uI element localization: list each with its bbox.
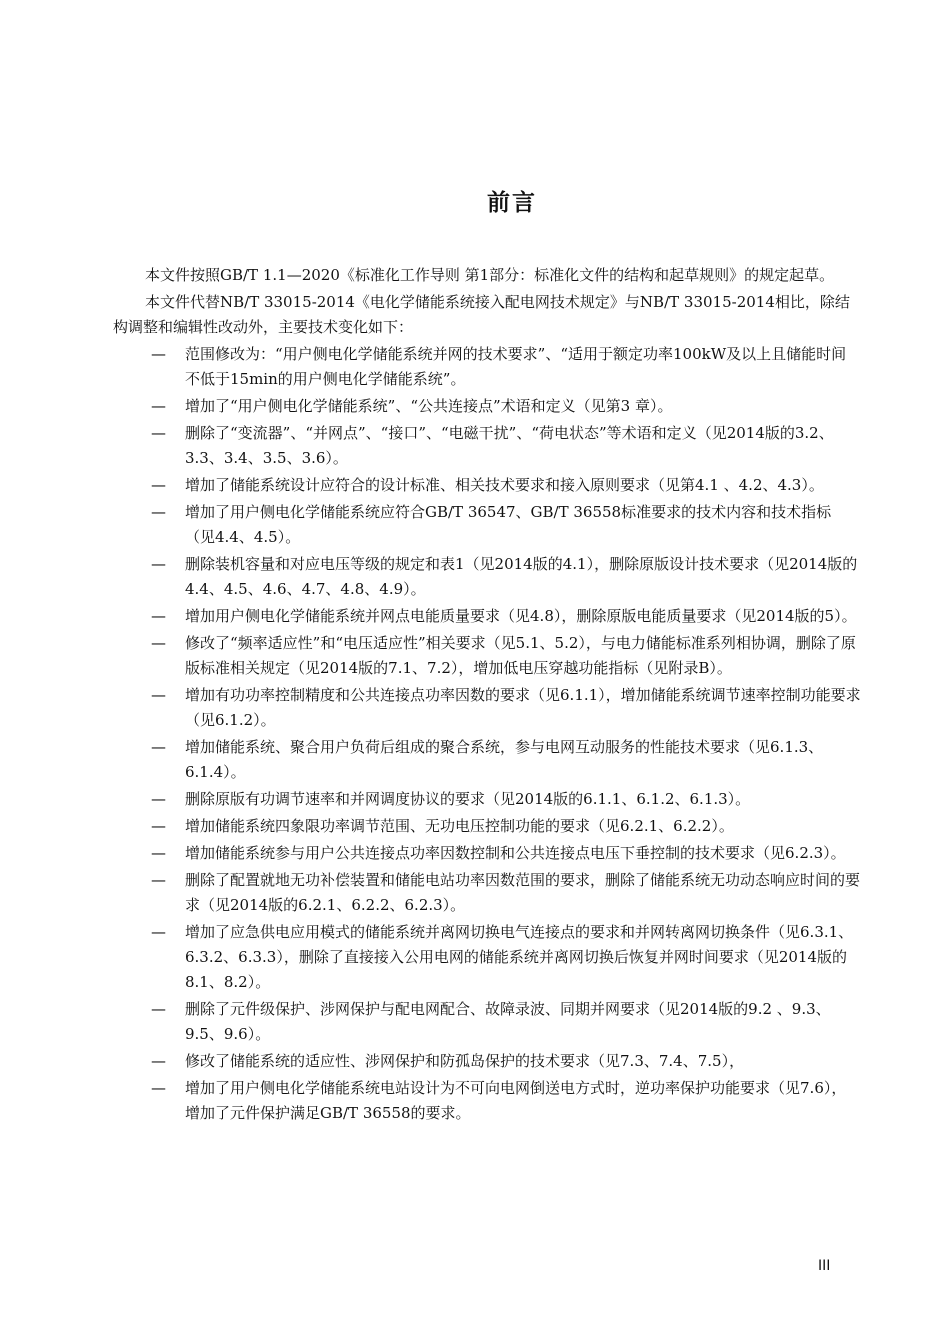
list-item [113, 920, 861, 995]
list-item [113, 1076, 861, 1126]
dash-bullet: — [151, 790, 166, 808]
list-item [113, 683, 861, 733]
page-title: 前言 [487, 190, 537, 216]
list-item-text: 增加了应急供电应用模式的储能系统并离网切换电气连接点的要求和并网转离网切换条件（见6.3.1、6.3.2、6.3.3），删除了直接接入公用电网的储能系统并离网切换后恢复并网时间要求（见2014版的8.1、8.2）。 [185, 923, 854, 991]
dash-bullet: — [151, 817, 166, 835]
list-item-text: 删除原版有功调节速率和并网调度协议的要求（见2014版的6.1.1、6.1.2、6.1.3）。 [185, 790, 751, 808]
dash-bullet: — [151, 397, 166, 415]
dash-bullet: — [151, 686, 166, 704]
dash-bullet: — [151, 476, 166, 494]
list-item [113, 997, 861, 1047]
intro-paragraph: 本文件按照GB/T 1.1—2020《标准化工作导则 第1部分：标准化文件的结构和起草规则》的规定起草。 [145, 266, 835, 284]
list-item [113, 500, 861, 550]
list-item-text: 删除了“变流器”、“并网点”、“接口”、“电磁干扰”、“荷电状态”等术语和定义（见2014版的3.2、3.3、3.4、3.5、3.6）。 [185, 424, 834, 467]
list-item-text: 删除了配置就地无功补偿装置和储能电站功率因数范围的要求，删除了储能系统无功动态响应时间的要求（见2014版的6.2.1、6.2.2、6.2.3）。 [185, 871, 861, 914]
list-item-text: 增加用户侧电化学储能系统并网点电能质量要求（见4.8），删除原版电能质量要求（见2014版的5）。 [185, 607, 857, 625]
list-item [113, 604, 861, 629]
list-item-text: 修改了储能系统的适应性、涉网保护和防孤岛保护的技术要求（见7.3、7.4、7.5）， [185, 1052, 745, 1070]
list-item [113, 473, 861, 498]
list-item [113, 394, 861, 419]
document-body [113, 263, 861, 1128]
list-item-text: 增加了“用户侧电化学储能系统”、“公共连接点”术语和定义（见第3 章）。 [185, 397, 673, 415]
dash-bullet: — [151, 1079, 166, 1097]
list-item-text: 增加了用户侧电化学储能系统应符合GB/T 36547、GB/T 36558标准要求的技术内容和技术指标（见4.4、4.5）。 [185, 503, 832, 546]
list-item [113, 735, 861, 785]
dash-bullet: — [151, 503, 166, 521]
list-item [113, 631, 861, 681]
list-item-text: 删除了元件级保护、涉网保护与配电网配合、故障录波、同期并网要求（见2014版的9.2 、9.3、9.5、9.6）。 [185, 1000, 831, 1043]
list-item [113, 421, 861, 471]
dash-bullet: — [151, 1052, 166, 1070]
list-item-text: 增加了储能系统设计应符合的设计标准、相关技术要求和接入原则要求（见第4.1 、4.2、4.3）。 [185, 476, 824, 494]
list-item-text: 增加有功功率控制精度和公共连接点功率因数的要求（见6.1.1），增加储能系统调节速率控制功能要求（见6.1.2）。 [185, 686, 861, 729]
dash-bullet: — [151, 607, 166, 625]
replacement-paragraph: 本文件代替NB/T 33015-2014《电化学储能系统接入配电网技术规定》与NB/T 33015-2014相比，除结构调整和编辑性改动外，主要技术变化如下： [113, 293, 850, 336]
list-item [113, 787, 861, 812]
list-item-text: 增加了用户侧电化学储能系统电站设计为不可向电网倒送电方式时，逆功率保护功能要求（见7.6），增加了元件保护满足GB/T 36558的要求。 [185, 1079, 847, 1122]
dash-bullet: — [151, 844, 166, 862]
list-item-text: 修改了“频率适应性”和“电压适应性”相关要求（见5.1、5.2），与电力储能标准系列相协调，删除了原版标准相关规定（见2014版的7.1、7.2），增加低电压穿越功能指标（见附录B）。 [185, 634, 856, 677]
list-item [113, 814, 861, 839]
page-number: III [818, 1258, 831, 1274]
dash-bullet: — [151, 738, 166, 756]
change-list [113, 342, 861, 1126]
dash-bullet: — [151, 424, 166, 442]
list-item [113, 552, 861, 602]
list-item [113, 841, 861, 866]
list-item [113, 342, 861, 392]
dash-bullet: — [151, 871, 166, 889]
dash-bullet: — [151, 1000, 166, 1018]
list-item [113, 868, 861, 918]
dash-bullet: — [151, 555, 166, 573]
dash-bullet: — [151, 345, 166, 363]
dash-bullet: — [151, 634, 166, 652]
list-item-text: 增加储能系统、聚合用户负荷后组成的聚合系统，参与电网互动服务的性能技术要求（见6.1.3、6.1.4）。 [185, 738, 824, 781]
list-item [113, 1049, 861, 1074]
list-item-text: 增加储能系统参与用户公共连接点功率因数控制和公共连接点电压下垂控制的技术要求（见6.2.3）。 [185, 844, 846, 862]
list-item-text: 范围修改为：“用户侧电化学储能系统并网的技术要求”、“适用于额定功率100kW及以上且储能时间不低于15min的用户侧电化学储能系统”。 [185, 345, 847, 388]
list-item-text: 删除装机容量和对应电压等级的规定和表1（见2014版的4.1），删除原版设计技术要求（见2014版的4.4、4.5、4.6、4.7、4.8、4.9）。 [185, 555, 858, 598]
dash-bullet: — [151, 923, 166, 941]
list-item-text: 增加储能系统四象限功率调节范围、无功电压控制功能的要求（见6.2.1、6.2.2）。 [185, 817, 734, 835]
